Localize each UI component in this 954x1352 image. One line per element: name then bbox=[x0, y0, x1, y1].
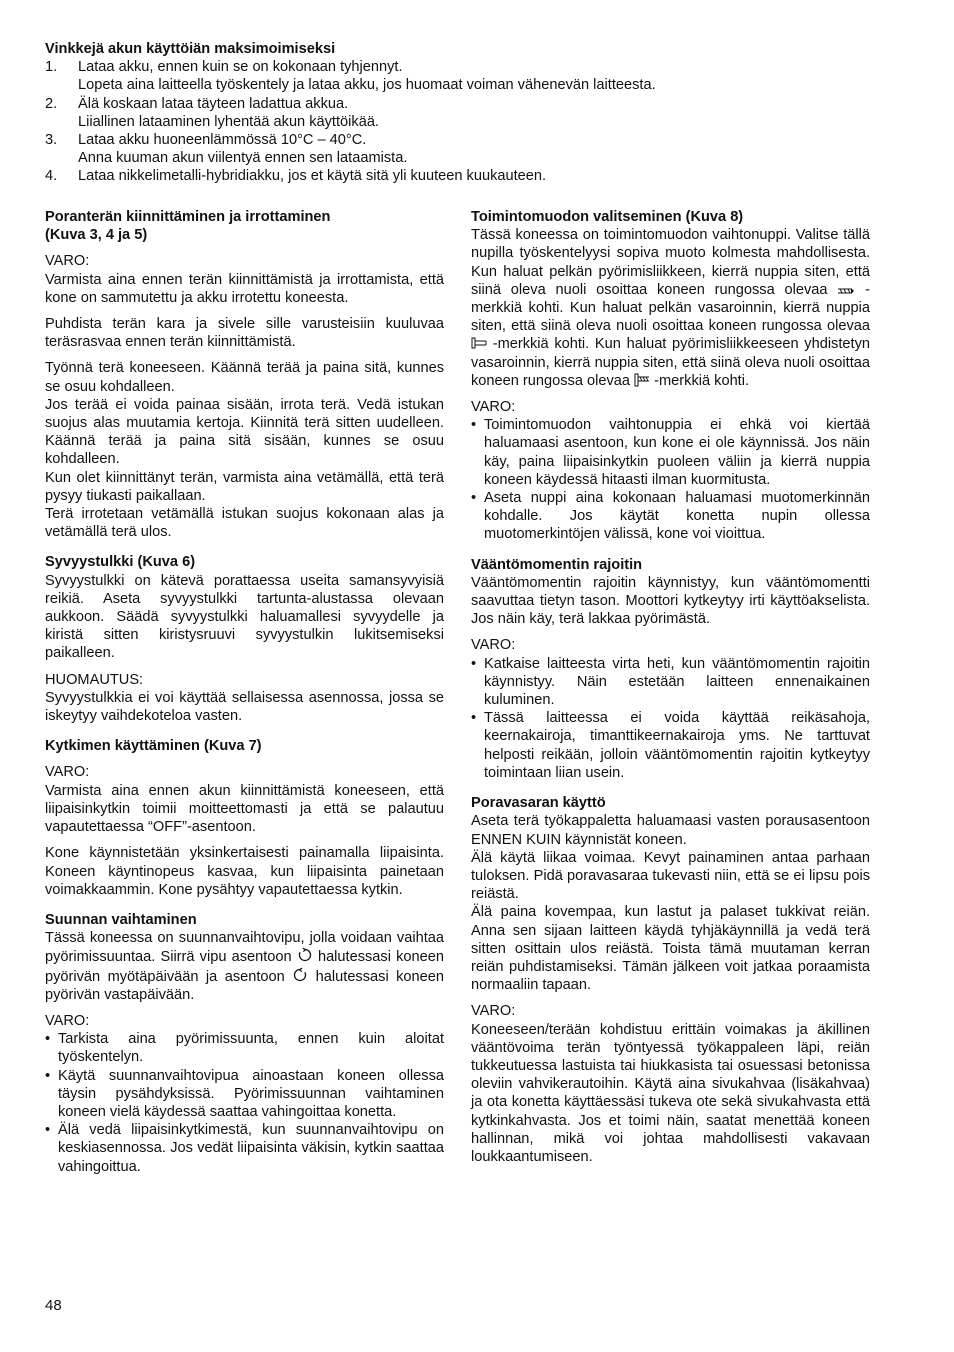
paragraph: Kone käynnistetään yksinkertaisesti painamalla liipaisinta. Koneen käyntinopeus kasvaa, kun liipaisinta painetaan voimakkaammin. Kone pysähtyy vapautettaessa kytkin. bbox=[45, 845, 444, 898]
note-text: Syvyystulkkia ei voi käyttää sellaisessa asennossa, jossa se iskeytyy vaihdekoteloa vasten. bbox=[45, 689, 444, 725]
rotation-hammer-icon bbox=[634, 373, 650, 387]
list-item: 4. Lataa nikkelimetalli-hybridiakku, jos et käytä sitä yli kuuteen kuukauteen. bbox=[45, 168, 547, 185]
bit-install-section bbox=[45, 208, 444, 541]
switch-heading: Kytkimen käyttäminen (Kuva 7) bbox=[45, 738, 262, 755]
right-column bbox=[471, 208, 870, 1166]
caution-bullets bbox=[471, 655, 870, 782]
paragraph: Työnnä terä koneeseen. Käännä terää ja paina sitä, kunnes se osuu kohdalleen. bbox=[45, 360, 444, 395]
paragraph: Terä irrotetaan vetämällä istukan suojus kokonaan alas ja vetämällä terä ulos. bbox=[45, 506, 444, 541]
list-item: 2. Älä koskaan lataa täyteen ladattua akkua. Liiallinen lataaminen lyhentää akun käyttöikää. bbox=[45, 95, 379, 130]
manual-page bbox=[45, 40, 905, 1175]
list-item: • Tarkista aina pyörimissuunta, ennen kuin aloitat työskentelyn. bbox=[45, 1030, 444, 1066]
counterclockwise-icon bbox=[292, 967, 308, 983]
reversing-section bbox=[45, 911, 444, 1176]
battery-tips-heading: Vinkkejä akun käyttöiän maksimoimiseksi bbox=[45, 41, 336, 57]
paragraph: Tässä koneessa on toimintomuodon vaihtonuppi. Valitse tällä nupilla työskentelyysi sopiva muoto kolmesta mahdollisesta. Kun haluat pelkän pyörimisliikkeen, kierrä nuppia siten, että siinä oleva nuoli osoittaa koneen rungossa olevaa -merkkiä kohti. Kun haluat pelkän vasaroinnin, kierrä nuppia siten, että siinä oleva nuoli osoittaa koneen rungossa olevaa -merkkiä kohti. Kun haluat pyörimisliikkeeseen yhdistetyn vasaroinnin, kierrä nuppia siten, että siinä oleva nuoli osoittaa koneen rungossa olevaa -merkkiä kohti. bbox=[471, 227, 870, 389]
caution-text: Koneeseen/terään kohdistuu erittäin voimakas ja äkillinen vääntövoima terän työntyessä työkappaleen läpi, reiän tukkeutuessa lastuista tai hiukkasista tai osuessasi betonissa oleviin vahvikerautoihin. Käytä aina sivukahvaa (lisäkahvaa) ja ota konetta käyttäessäsi tukeva ote sekä sivukahvasta että kytkinkahvasta. Jos et toimi näin, saatat menettää koneen hallinnan, mikä voi johtaa mahdollisesti vakavaan loukkaantumiseen. bbox=[471, 1021, 870, 1165]
depth-gauge-section bbox=[45, 553, 444, 725]
paragraph: Tässä koneessa on suunnanvaihtovipu, jolla voidaan vaihtaa pyörimissuuntaa. Siirrä vipu asentoon halutessasi koneen pyörivän myötäpäivään ja asentoon halutessasi koneen pyörivän vastapäivään. bbox=[45, 930, 445, 1003]
paragraph: Syvyystulkki on kätevä porattaessa useita samansyvyisiä reikiä. Aseta syvyystulkki tartunta-alustassa olevaan aukkoon. Säädä syvyystulkki haluamallesi syvyydelle ja kiristä sitten kiristysruuvi syvyystulkin lukitsemiseksi paikalleen. bbox=[45, 572, 444, 662]
caution-label: VARO: bbox=[45, 253, 90, 270]
caution-label: VARO: bbox=[45, 1012, 90, 1029]
list-item: 1. Lataa akku, ennen kuin se on kokonaan tyhjennyt. Lopeta aina laitteella työskentely ja lataa akku, jos huomaat voiman vähenevän laitteesta. bbox=[45, 59, 656, 94]
torque-limiter-section bbox=[471, 556, 870, 782]
battery-tips-list bbox=[45, 58, 905, 185]
hammer-drilling-heading: Poravasaran käyttö bbox=[471, 795, 606, 812]
torque-limiter-heading: Vääntömomentin rajoitin bbox=[471, 556, 643, 573]
list-item: • Katkaise laitteesta virta heti, kun vääntömomentin rajoitin käynnistyy. Näin estetään laitteen ennenaikainen kuluminen. bbox=[471, 655, 870, 710]
caution-bullets bbox=[45, 1030, 444, 1176]
list-item: • Älä vedä liipaisinkytkimestä, kun suunnanvaihtovipu on keskiasennossa. Jos vedät liipaisinta väkisin, kytkin saattaa vahingoittua. bbox=[45, 1121, 444, 1176]
caution-text: Varmista aina ennen akun kiinnittämistä koneeseen, että liipaisinkytkin toimii moitteettomasti ja että se palautuu vapautettaessa “OFF”-asentoon. bbox=[45, 782, 444, 836]
left-column bbox=[45, 208, 444, 1176]
paragraph: Vääntömomentin rajoitin käynnistyy, kun vääntömomentti saavuttaa tietyn tason. Moottori kytkeytyy irti käyttöakselista. Jos näin käy, terä lakkaa pyörimästä. bbox=[471, 574, 870, 628]
caution-label: VARO: bbox=[45, 764, 90, 781]
rotation-only-icon bbox=[837, 286, 855, 296]
note-label: HUOMAUTUS: bbox=[45, 671, 144, 688]
paragraph: Kun olet kiinnittänyt terän, varmista aina vetämällä, että terä pysyy tiukasti paikallaan. bbox=[45, 469, 444, 504]
depth-gauge-heading: Syvyystulkki (Kuva 6) bbox=[45, 554, 196, 571]
bit-install-heading: Poranterän kiinnittäminen ja irrottaminen (Kuva 3, 4 ja 5) bbox=[45, 209, 331, 244]
paragraph: Älä paina kovempaa, kun lastut ja palaset tukkivat reiän. Anna sen sijaan laitteen käydä tyhjäkäynnillä ja vedä terä sitten osittain ulos reiästä. Toista tämä muutaman kerran reiän puhdistamiseksi. Tämän jälkeen voit jatkaa poraamista normaaliin tapaan. bbox=[471, 904, 870, 994]
caution-label: VARO: bbox=[471, 1003, 516, 1020]
hammer-drilling-section bbox=[471, 794, 870, 1166]
list-item: • Aseta nuppi aina kokonaan haluamasi muotomerkinnän kohdalle. Jos käytät konetta nupin ollessa muotomerkintöjen välissä, kone voi vioittua. bbox=[471, 489, 870, 544]
switch-section bbox=[45, 737, 444, 899]
paragraph: Puhdista terän kara ja sivele sille varusteisiin kuuluvaa teräsrasvaa ennen terän kiinnittämistä. bbox=[45, 316, 444, 351]
list-item: 3. Lataa akku huoneenlämmössä 10°C – 40°C. Anna kuuman akun viilentyä ennen sen lataamista. bbox=[45, 132, 408, 167]
caution-label: VARO: bbox=[471, 399, 516, 416]
mode-selection-section bbox=[471, 208, 870, 544]
hammer-only-icon bbox=[471, 336, 487, 350]
battery-tips-section bbox=[45, 40, 905, 186]
list-item: • Toimintomuodon vaihtonuppia ei ehkä voi kiertää haluamaasi asentoon, kun kone ei ole käynnissä. Jos näin käy, paina liipaisinkytkin puoleen väliin ja kierrä nuppia koneen käydessä hitaasti ilman kuormitusta. bbox=[471, 416, 870, 489]
clockwise-icon bbox=[297, 947, 313, 963]
caution-text: Varmista aina ennen terän kiinnittämistä ja irrottamista, että kone on sammutettu ja akku irrotettu koneesta. bbox=[45, 271, 444, 306]
paragraph: Jos terää ei voida painaa sisään, irrota terä. Vedä istukan suojus alas muutamia kertoja. Kiinnitä terä sitten uudelleen. Käännä terää ja paina sitä sisään, kunnes se osuu kohdalleen. bbox=[45, 396, 444, 468]
mode-selection-heading: Toimintomuodon valitseminen (Kuva 8) bbox=[471, 209, 744, 225]
caution-label: VARO: bbox=[471, 637, 516, 654]
paragraph: Aseta terä työkappaletta haluamaasi vasten porausasentoon ENNEN KUIN käynnistät koneen. bbox=[471, 813, 870, 848]
list-item: • Tässä laitteessa ei voida käyttää reikäsahoja, keernakairoja, timanttikeernakairoja yms. Ne tarttuvat helposti reikään, jolloin vääntömomentin rajoitin kytkeytyy toimintaan liian usein. bbox=[471, 709, 870, 782]
list-item: • Käytä suunnanvaihtovipua ainoastaan koneen ollessa täysin pysähdyksissä. Pyörimissuunnan vaihtaminen koneen vielä käydessä saattaa vahingoittaa konetta. bbox=[45, 1067, 444, 1122]
page-number: 48 bbox=[45, 1297, 62, 1314]
caution-bullets bbox=[471, 416, 870, 543]
paragraph: Älä käytä liikaa voimaa. Kevyt painaminen antaa parhaan tuloksen. Pidä poravasaraa tukevasti niin, että se ei lipsu pois reiästä. bbox=[471, 849, 870, 903]
reversing-heading: Suunnan vaihtaminen bbox=[45, 911, 197, 928]
